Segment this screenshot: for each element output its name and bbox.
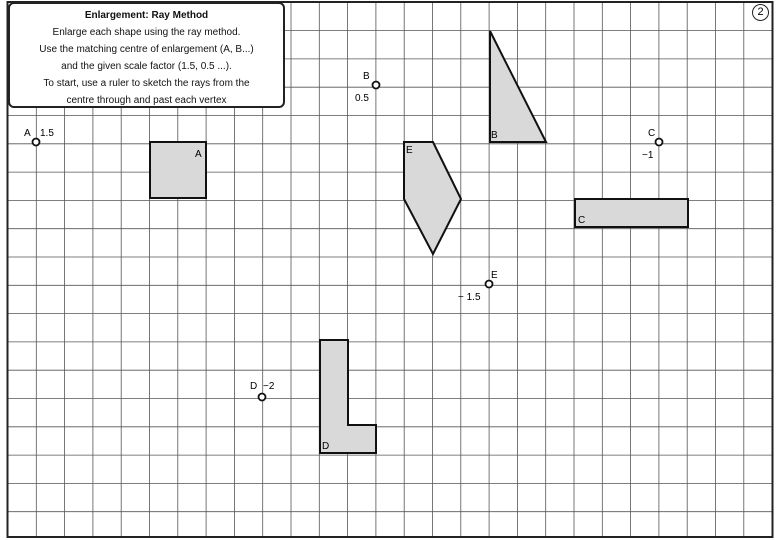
shape-e-hexagon	[404, 142, 461, 254]
centre-a	[24, 128, 54, 146]
centre-d-point	[259, 394, 266, 401]
instructions-line-2: Use the matching centre of enlargement (A, B...)	[39, 44, 254, 55]
centre-a-scale: 1.5	[40, 128, 54, 139]
instructions-box	[8, 2, 285, 108]
instructions-line-1: Enlarge each shape using the ray method.	[52, 27, 241, 38]
centre-b-point	[373, 82, 380, 89]
centre-a-point	[33, 139, 40, 146]
centre-e-scale: − 1.5	[458, 292, 481, 303]
instructions-line-3: and the given scale factor (1.5, 0.5 ...).	[61, 61, 232, 72]
shape-a-square	[150, 142, 206, 198]
instructions-title: Enlargement: Ray Method	[84, 10, 209, 21]
shape-d-label: D	[322, 441, 330, 452]
shape-b-triangle	[490, 31, 546, 142]
centre-e-point	[486, 281, 493, 288]
centre-e-letter: E	[491, 270, 498, 281]
shape-d-l-shape	[320, 340, 376, 453]
centre-e	[458, 270, 498, 303]
shape-c-label: C	[578, 215, 586, 226]
shape-e-label: E	[406, 145, 413, 156]
instructions-line-4: To start, use a ruler to sketch the rays from the	[43, 78, 250, 89]
centre-b-letter: B	[363, 71, 370, 82]
centre-d-letter: D	[250, 381, 258, 392]
shape-c-rectangle	[575, 199, 688, 227]
centre-c-letter: C	[648, 128, 656, 139]
centre-a-letter: A	[24, 128, 31, 139]
shape-a-label: A	[195, 149, 202, 160]
shape-b-label: B	[491, 130, 498, 141]
centre-d	[250, 381, 275, 401]
instructions-line-5: centre through and past each vertex	[66, 95, 227, 106]
centre-b-scale: 0.5	[355, 93, 369, 104]
centre-c	[642, 128, 663, 161]
centre-d-scale: −2	[263, 381, 275, 392]
centre-c-point	[656, 139, 663, 146]
page-number-badge: 2	[752, 4, 769, 21]
centre-c-scale: −1	[642, 150, 654, 161]
